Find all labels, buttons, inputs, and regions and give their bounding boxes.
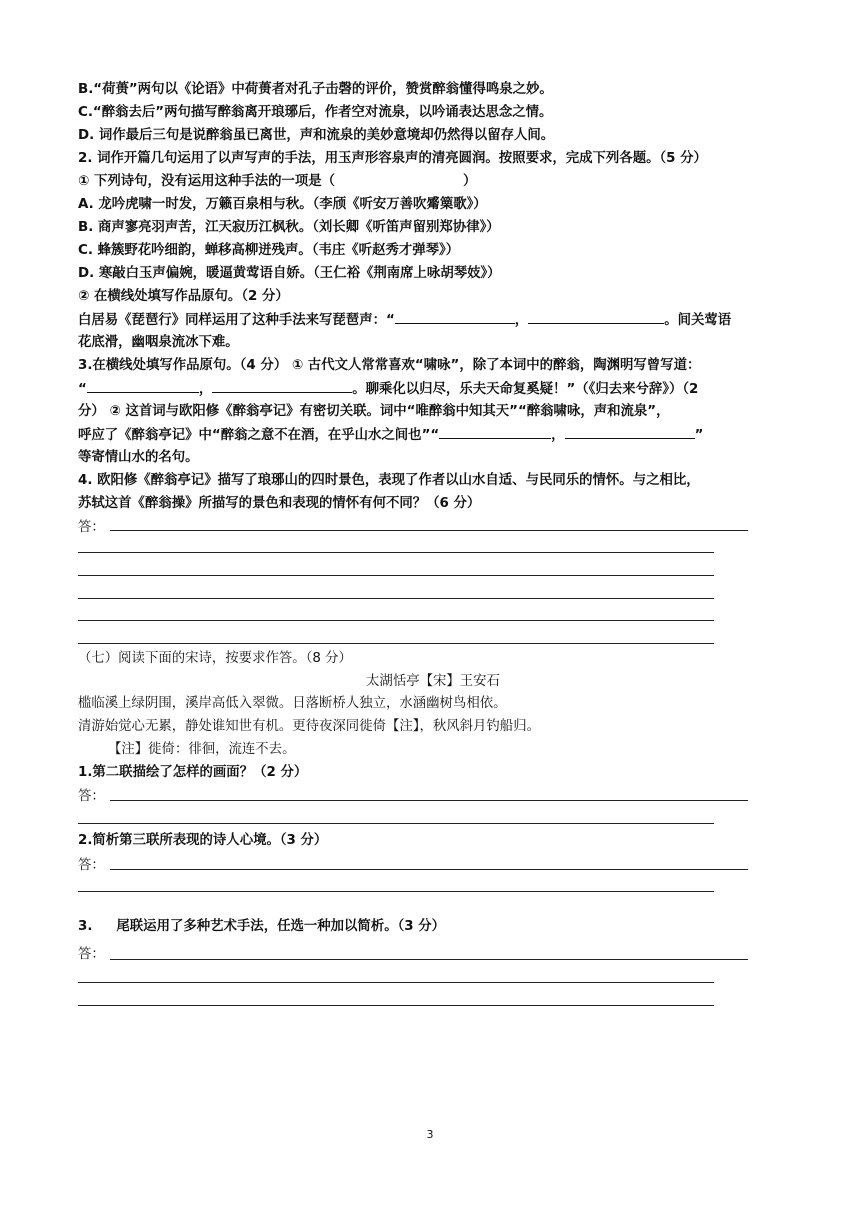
poem-note: 【注】徙倚：徘徊，流连不去。 [108, 742, 296, 757]
answer-blank[interactable] [212, 378, 352, 393]
answer-line[interactable] [78, 598, 714, 599]
choice-b: B. 商声寥亮羽声苦，江天寂历江枫秋。（刘长卿《听笛声留别郑协律》） [78, 220, 500, 235]
option-c-text: C.“醉翁去后”两句描写醉翁离开琅琊后，作者空对流泉，以吟诵表达思念之情。 [78, 105, 553, 120]
zuiweng-fill-line [78, 424, 788, 447]
poem-question-2: 2.简析第三联所表现的诗人心境。（3 分） [78, 833, 328, 848]
question-4-stem-2: 苏轼这首《醉翁操》所描写的景色和表现的情怀有何不同？（6 分） [78, 496, 481, 511]
choice-d: D. 寒敲白玉声偏婉，暖逼黄莺语自娇。（王仁裕《荆南席上咏胡琴妓》） [78, 266, 501, 281]
zuiweng-prompt: 呼应了《醉翁亭记》中“醉翁之意不在酒，在乎山水之间也”“ [78, 428, 440, 443]
option-d-text: D. 词作最后三句是说醉翁虽已离世，声和流泉的美妙意境却仍然得以留存人间。 [78, 128, 555, 143]
question-text: 尾联运用了多种艺术手法，任选一种加以简析。（3 分） [116, 919, 446, 934]
comma: ， [198, 382, 213, 397]
answer-label: 答： [78, 947, 105, 962]
poem-title: 太湖恬亭【宋】王安石 [366, 674, 500, 689]
question-number: 3. [78, 919, 93, 934]
answer-blank[interactable] [528, 309, 664, 324]
close-quote: ” [694, 428, 704, 443]
answer-line[interactable] [78, 552, 714, 553]
section-7-heading: （七）阅读下面的宋诗，按要求作答。（8 分） [78, 651, 352, 666]
question-2-stem: 2. 词作开篇几句运用了以声写声的手法，用玉声形容泉声的清亮圆润。按照要求，完成下列各题。（5 分） [78, 151, 707, 166]
question-3-part2: 分） ② 这首词与欧阳修《醉翁亭记》有密切关联。词中“唯醉翁中知其天”“醉翁啸咏，声和流泉”， [78, 404, 670, 419]
open-quote: “ [78, 382, 87, 397]
answer-line[interactable] [78, 823, 714, 824]
choice-c: C. 蜂簇野花吟细韵，蝉移高柳迸残声。（韦庄《听赵秀才弹琴》） [78, 243, 460, 258]
answer-line[interactable] [110, 800, 748, 801]
tao-continuation: 。聊乘化以归尽，乐夫天命复奚疑！”（《归去来兮辞》）（2 [352, 382, 699, 397]
answer-line[interactable] [78, 643, 714, 644]
answer-line[interactable] [78, 620, 714, 621]
poem-line-2: 清游始觉心无累，静处谁知世有机。更待夜深同徙倚【注】，秋风斜月钓船归。 [78, 719, 540, 734]
question-2-sub2: ② 在横线处填写作品原句。（2 分） [78, 289, 289, 304]
answer-label: 答： [78, 858, 105, 873]
answer-line[interactable] [110, 530, 748, 531]
sub1-label: ① 下列诗句，没有运用这种手法的一项是（ [78, 174, 336, 189]
poem-line-1: 槛临溪上绿阴围，溪岸高低入翠微。日落断桥人独立，水涵幽树鸟相依。 [78, 696, 507, 711]
pipa-prompt: 白居易《琵琶行》同样运用了这种手法来写琵琶声：“ [78, 313, 395, 328]
sub1-paren-close: ） [463, 174, 477, 189]
answer-line[interactable] [78, 575, 714, 576]
question-3-end: 等寄情山水的名句。 [78, 450, 199, 465]
poem-question-3 [78, 916, 788, 938]
page-number: 3 [426, 1128, 434, 1141]
answer-line[interactable] [110, 869, 748, 870]
question-3-stem: 3.在横线处填写作品原句。（4 分） ① 古代文人常常喜欢“啸咏”，除了本词中的醉翁，陶渊明写曾写道： [78, 358, 701, 373]
pipa-line-end: 花底滑，幽咽泉流冰下难。 [78, 335, 239, 350]
answer-line[interactable] [110, 959, 748, 960]
choice-a: A. 龙吟虎啸一时发，万籁百泉相与秋。（李颀《听安万善吹觱篥歌》） [78, 197, 487, 212]
answer-label: 答： [78, 789, 105, 804]
pipa-fill-line [78, 309, 788, 332]
answer-line[interactable] [78, 891, 714, 892]
answer-blank[interactable] [565, 424, 695, 439]
answer-line[interactable] [78, 982, 714, 983]
poem-question-1: 1.第二联描绘了怎样的画面？（2 分） [78, 765, 308, 780]
answer-blank[interactable] [439, 424, 551, 439]
question-4-stem: 4. 欧阳修《醉翁亭记》描写了琅琊山的四时景色，表现了作者以山水自适、与民同乐的情怀。与之相比， [78, 473, 700, 488]
question-2-sub1 [78, 171, 788, 193]
option-b-text: B.“荷蒉”两句以《论语》中荷蒉者对孔子击磬的评价，赞赏醉翁懂得鸣泉之妙。 [78, 82, 553, 97]
answer-blank[interactable] [87, 378, 199, 393]
pipa-continuation: 。间关莺语 [664, 313, 732, 328]
answer-label: 答： [78, 520, 105, 535]
answer-line[interactable] [78, 1005, 714, 1006]
tao-fill-line [78, 378, 788, 401]
answer-blank[interactable] [395, 309, 515, 324]
comma: ， [514, 313, 529, 328]
comma: ， [551, 428, 565, 443]
